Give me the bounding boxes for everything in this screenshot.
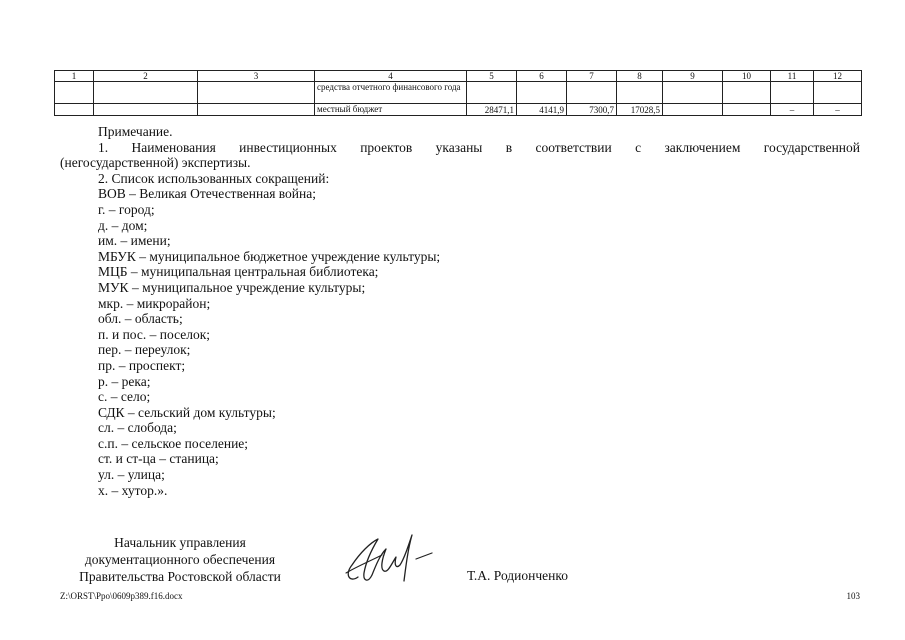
abbreviation-item: им. – имени; — [98, 233, 171, 249]
budget-table — [54, 70, 862, 116]
footer-file-path: Z:\ORST\Ppo\0609p389.f16.docx — [60, 591, 183, 601]
table-cell — [814, 82, 862, 104]
notes-heading: Примечание. — [98, 124, 173, 139]
abbreviation-item: обл. – область; — [98, 311, 183, 327]
notes-section — [60, 124, 860, 498]
table-cell: 28471,1 — [467, 104, 517, 116]
column-header: 4 — [315, 71, 467, 82]
column-header: 10 — [723, 71, 771, 82]
table-cell: 7300,7 — [567, 104, 617, 116]
table-cell — [94, 104, 198, 116]
abbreviation-item: МУК – муниципальное учреждение культуры; — [98, 279, 366, 295]
table-cell: 4141,9 — [517, 104, 567, 116]
table-cell: 17028,5 — [617, 104, 663, 116]
abbreviation-item: сл. – слобода; — [98, 420, 177, 436]
table-header-row — [55, 71, 862, 82]
table-cell: – — [771, 104, 814, 116]
table-cell — [723, 82, 771, 104]
column-header: 3 — [198, 71, 315, 82]
column-header: 11 — [771, 71, 814, 82]
table-cell — [663, 82, 723, 104]
abbreviation-item: с. – село; — [98, 389, 151, 405]
table-cell — [55, 104, 94, 116]
table-cell — [723, 104, 771, 116]
signatory-title-line: Правительства Ростовской области — [79, 569, 281, 584]
table-cell: местный бюджет — [315, 104, 467, 116]
abbreviation-item: МЦБ – муниципальная центральная библиотека; — [98, 264, 379, 280]
table-cell — [663, 104, 723, 116]
table-cell — [55, 82, 94, 104]
abbreviation-item: г. – город; — [98, 201, 155, 217]
column-header: 12 — [814, 71, 862, 82]
note-item-1-continuation: (негосударственной) экспертизы. — [60, 155, 251, 171]
abbreviation-item: ст. и ст-ца – станица; — [98, 451, 219, 467]
column-header: 8 — [617, 71, 663, 82]
note-item-2: 2. Список использованных сокращений: — [98, 170, 330, 186]
column-header: 6 — [517, 71, 567, 82]
table-cell — [198, 104, 315, 116]
column-header: 1 — [55, 71, 94, 82]
signatory-title — [60, 534, 300, 585]
table-row — [55, 104, 862, 116]
signatory-title-line: документационного обеспечения — [84, 552, 276, 567]
column-header: 7 — [567, 71, 617, 82]
abbreviation-item: пр. – проспект; — [98, 357, 186, 373]
table-cell — [567, 82, 617, 104]
table-cell — [771, 82, 814, 104]
table-cell — [94, 82, 198, 104]
column-header: 9 — [663, 71, 723, 82]
column-header: 2 — [94, 71, 198, 82]
abbreviation-item: с.п. – сельское поселение; — [98, 435, 249, 451]
budget-table-fragment — [54, 70, 861, 116]
abbreviation-item: р. – река; — [98, 373, 151, 389]
handwritten-signature — [336, 525, 446, 595]
abbreviation-item: ВОВ – Великая Отечественная война; — [98, 186, 316, 202]
signatory-title-line: Начальник управления — [114, 535, 246, 550]
column-header: 5 — [467, 71, 517, 82]
table-cell — [467, 82, 517, 104]
table-cell: – — [814, 104, 862, 116]
table-row — [55, 82, 862, 104]
abbreviation-item: ул. – улица; — [98, 467, 165, 483]
abbreviation-item: х. – хутор.». — [98, 482, 168, 498]
table-cell — [517, 82, 567, 104]
abbreviation-item: мкр. – микрорайон; — [98, 295, 211, 311]
abbreviation-item: пер. – переулок; — [98, 342, 191, 358]
page-number: 103 — [846, 591, 860, 601]
abbreviation-item: МБУК – муниципальное бюджетное учреждение культуры; — [98, 248, 441, 264]
table-cell — [617, 82, 663, 104]
abbreviation-item: п. и пос. – поселок; — [98, 326, 211, 342]
table-cell: средства отчетного финансового года — [315, 82, 467, 104]
signatory-name: Т.А. Родионченко — [467, 568, 568, 583]
abbreviation-item: СДК – сельский дом культуры; — [98, 404, 276, 420]
note-item-1: 1. Наименования инвестиционных проектов указаны в соответствии с заключением государственной — [98, 139, 860, 155]
table-cell — [198, 82, 315, 104]
abbreviation-item: д. – дом; — [98, 217, 148, 233]
